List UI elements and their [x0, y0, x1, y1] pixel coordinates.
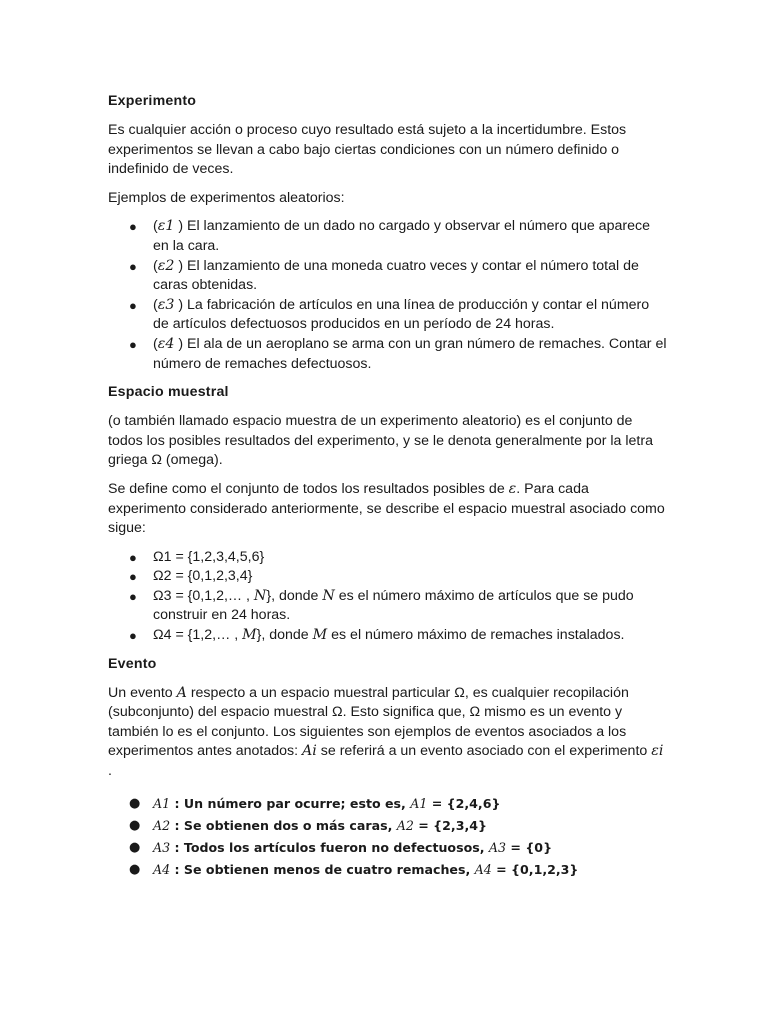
bullet-icon: ● — [129, 588, 137, 604]
list-item: ● A1 : Un número par ocurre; esto es, A1 = {2,4,6} — [108, 793, 668, 815]
list-item: ● (ε4 ) El ala de un aeroplano se arma con un gran número de remaches. Contar el número de remaches defectuosos. — [129, 335, 667, 372]
list-item: ● (ε1 ) El lanzamiento de un dado no cargado y observar el número que aparece en la cara. — [129, 218, 650, 254]
paragraph-examples-intro: Ejemplos de experimentos aleatorios: — [108, 189, 345, 206]
list-sample-spaces — [108, 548, 668, 646]
list-events — [108, 793, 668, 881]
document-body — [108, 91, 668, 889]
list-item: ● (ε2 ) El lanzamiento de una moneda cuatro veces y contar el número total de caras obtenidas. — [129, 257, 639, 294]
bullet-icon: ● — [129, 839, 141, 855]
bullet-icon: ● — [129, 549, 137, 565]
bullet-icon: ● — [129, 628, 137, 644]
bullet-icon: ● — [129, 219, 137, 235]
paragraph-definition-espacio: (o también llamado espacio muestra de un experimento aleatorio) es el conjunto de todos los posibles resultados del experimento, y se le denota generalmente por la letra griega Ω (omega). — [108, 413, 653, 469]
bullet-icon: ● — [129, 297, 137, 313]
bullet-icon: ● — [129, 861, 141, 877]
heading-evento: Evento — [108, 655, 157, 672]
list-item: ● Ω4 = {1,2,… , M}, donde M es el número máximo de remaches instalados. — [108, 626, 668, 646]
list-item: ● (ε3 ) La fabricación de artículos en una línea de producción y contar el número de artículos defectuosos producidos en un período de 24 horas. — [129, 296, 650, 333]
list-item: ● Ω3 = {0,1,2,… , N}, donde N es el número máximo de artículos que se pudo construir en 24 horas. — [129, 587, 634, 624]
bullet-icon: ● — [129, 336, 137, 352]
list-item: ● A3 : Todos los artículos fueron no defectuosos, A3 = {0} — [108, 837, 668, 859]
heading-experimento: Experimento — [108, 93, 197, 109]
bullet-icon: ● — [129, 795, 141, 811]
heading-espacio-muestral: Espacio muestral — [108, 384, 229, 401]
paragraph-definition-experimento: Es cualquier acción o proceso cuyo resultado está sujeto a la incertidumbre. Estos experimentos se llevan a cabo bajo ciertas condiciones con un número definido o indefinido de veces. — [108, 122, 627, 178]
list-item: ● Ω2 = {0,1,2,3,4} — [108, 567, 668, 587]
list-experiments — [108, 217, 668, 374]
list-item: ● A4 : Se obtienen menos de cuatro remaches, A4 = {0,1,2,3} — [108, 859, 668, 881]
list-item: ● A2 : Se obtienen dos o más caras, A2 = {2,3,4} — [108, 815, 668, 837]
bullet-icon: ● — [129, 817, 141, 833]
paragraph-definition-evento: Un evento A respecto a un espacio muestral particular Ω, es cualquier recopilación (subconjunto) del espacio muestral Ω. Esto significa que, Ω mismo es un evento y también lo es el conjunto. Los siguientes son ejemplos de eventos asociados a los experimentos antes anotados: Ai se referirá a un evento asociado con el experimento εi . — [108, 684, 664, 780]
paragraph-espacio-intro: Se define como el conjunto de todos los resultados posibles de ε. Para cada experimento considerado anteriormente, se describe el espacio muestral asociado como sigue: — [108, 480, 665, 537]
list-item: ● Ω1 = {1,2,3,4,5,6} — [108, 548, 668, 568]
bullet-icon: ● — [129, 258, 137, 274]
bullet-icon: ● — [129, 569, 137, 585]
